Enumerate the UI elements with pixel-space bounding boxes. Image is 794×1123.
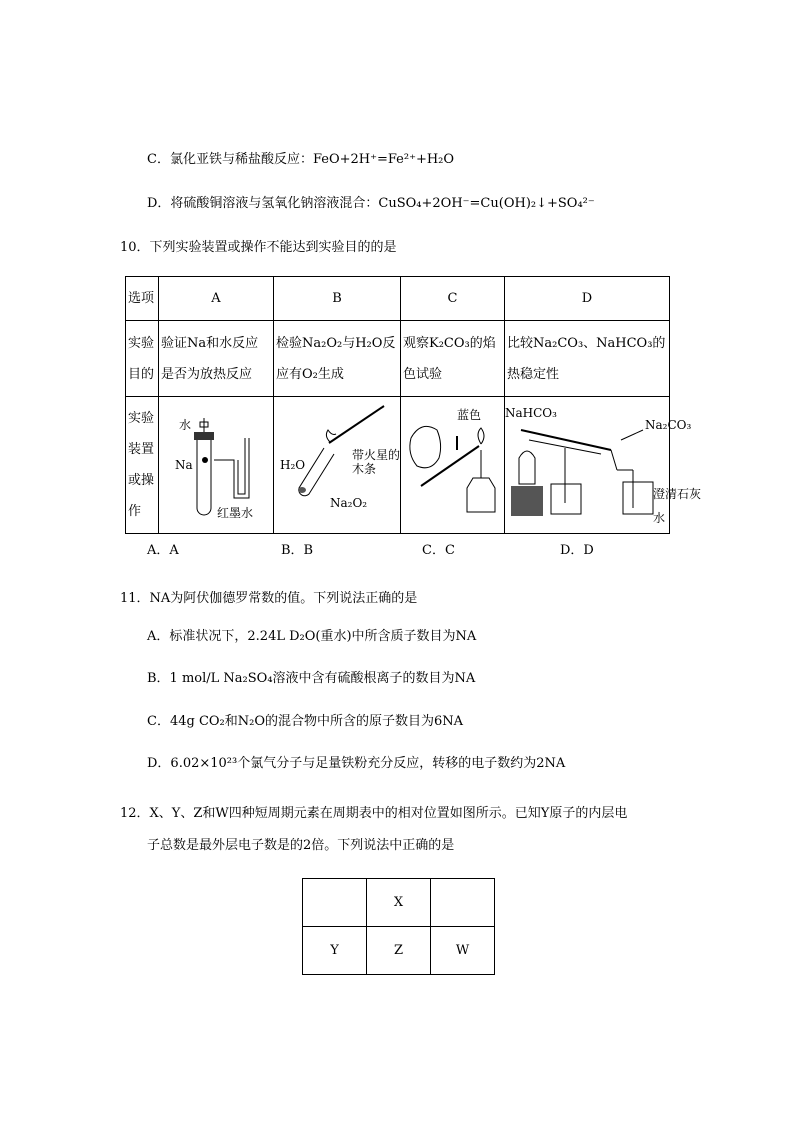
label-water: 水 bbox=[179, 417, 192, 432]
figure-d bbox=[505, 398, 702, 533]
label-stick: 带火星的木条 bbox=[352, 447, 401, 476]
q10-option-a: A．A bbox=[147, 543, 179, 558]
grid-cell-w: W bbox=[431, 927, 495, 975]
q11-option-c: C．44g CO₂和N₂O的混合物中所含的原子数目为6NA bbox=[147, 714, 464, 729]
purpose-b: 检验Na₂O₂与H₂O反应有O₂生成 bbox=[274, 321, 401, 397]
label-h2o: H₂O bbox=[280, 457, 306, 472]
label-ink: 红墨水 bbox=[217, 505, 254, 520]
q11-option-b: B．1 mol/L Na₂SO₄溶液中含有硫酸根离子的数目为NA bbox=[147, 671, 476, 686]
header-d: D bbox=[505, 277, 670, 321]
purpose-c: 观察K₂CO₃的焰色试验 bbox=[401, 321, 505, 397]
experiment-table bbox=[125, 276, 702, 534]
header-option: 选项 bbox=[126, 277, 159, 321]
header-c: C bbox=[401, 277, 505, 321]
grid-cell bbox=[431, 879, 495, 927]
purpose-a: 验证Na和水反应是否为放热反应 bbox=[159, 321, 274, 397]
q10-option-d: D．D bbox=[560, 543, 594, 558]
header-a: A bbox=[159, 277, 274, 321]
q9-option-d: D．将硫酸铜溶液与氢氧化钠溶液混合：CuSO₄+2OH⁻=Cu(OH)₂↓+SO₄²⁻ bbox=[147, 196, 595, 211]
row-purpose-label: 实验目的 bbox=[126, 321, 159, 397]
q10-stem: 10．下列实验装置或操作不能达到实验目的的是 bbox=[120, 240, 397, 255]
label-lime: 澄清石灰水 bbox=[653, 486, 702, 525]
q10-option-b: B．B bbox=[281, 543, 314, 558]
q9-option-c: C．氯化亚铁与稀盐酸反应：FeO+2H⁺=Fe²⁺+H₂O bbox=[147, 152, 455, 167]
q11-stem: 11．NA为阿伏伽德罗常数的值。下列说法正确的是 bbox=[120, 591, 418, 606]
row-device-label: 实验装置或操作 bbox=[126, 397, 159, 534]
q11-option-d: D．6.02×10²³个氯气分子与足量铁粉充分反应，转移的电子数约为2NA bbox=[147, 756, 566, 771]
label-na2co3: Na₂CO₃ bbox=[645, 417, 692, 432]
label-blue: 蓝色 bbox=[457, 407, 482, 422]
label-na: Na bbox=[175, 457, 193, 472]
figure-a bbox=[159, 398, 273, 533]
q12-stem-line2: 子总数是最外层电子数是的2倍。下列说法中正确的是 bbox=[147, 838, 455, 853]
label-nahco3: NaHCO₃ bbox=[505, 405, 557, 420]
header-b: B bbox=[274, 277, 401, 321]
grid-cell-y: Y bbox=[303, 927, 367, 975]
apparatus-c-drawing bbox=[401, 398, 505, 533]
q10-option-c: C．C bbox=[422, 543, 455, 558]
figure-b bbox=[274, 398, 400, 533]
grid-cell-z: Z bbox=[367, 927, 431, 975]
label-na2o2: Na₂O₂ bbox=[330, 495, 368, 510]
purpose-d: 比较Na₂CO₃、NaHCO₃的热稳定性 bbox=[505, 321, 670, 397]
periodic-grid bbox=[302, 878, 495, 975]
grid-cell bbox=[303, 879, 367, 927]
q12-stem-line1: 12．X、Y、Z和W四种短周期元素在周期表中的相对位置如图所示。已知Y原子的内层电 bbox=[120, 806, 628, 821]
q11-option-a: A．标准状况下，2.24L D₂O(重水)中所含质子数目为NA bbox=[147, 629, 477, 644]
grid-cell-x: X bbox=[367, 879, 431, 927]
figure-c bbox=[401, 398, 504, 533]
